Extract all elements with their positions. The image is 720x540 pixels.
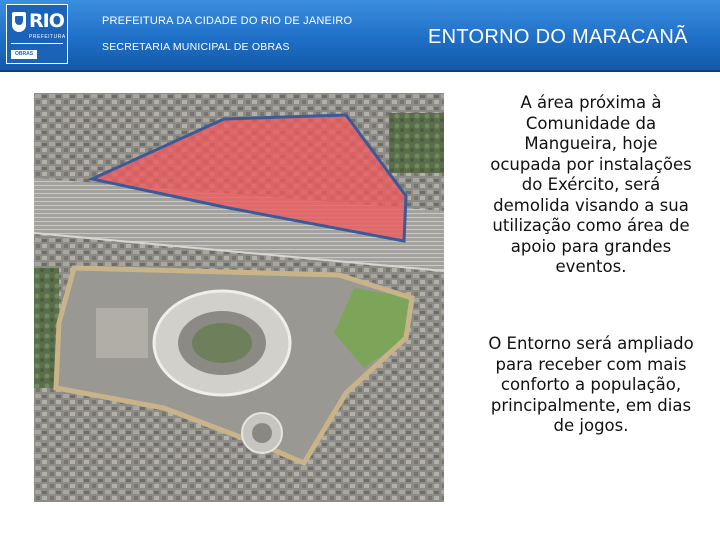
- description-paragraph-2: O Entorno será ampliado para receber com mais conforto a população, principalmente, em dias de jogos.: [488, 334, 694, 435]
- prefeitura-label: PREFEITURA DA CIDADE DO RIO DE JANEIRO: [102, 15, 353, 27]
- slide-title: ENTORNO DO MARACANÃ: [428, 26, 688, 48]
- logo-tag: OBRAS: [11, 50, 37, 59]
- description-paragraph-1: A área próxima à Comunidade da Mangueira, hoje ocupada por instalações do Exército, será demolida visando a sua utilização como área de apoio para grandes eventos.: [490, 93, 692, 276]
- city-crest-icon: [12, 12, 26, 32]
- aerial-map-image: [34, 93, 444, 502]
- logo-subtitle: PREFEITURA: [29, 34, 66, 40]
- secretaria-label: SECRETARIA MUNICIPAL DE OBRAS: [102, 41, 290, 53]
- logo-word: RIO: [29, 10, 64, 32]
- header-band: [0, 0, 720, 72]
- rio-prefeitura-logo[interactable]: [6, 4, 68, 64]
- logo-divider: [11, 43, 63, 44]
- aerial-map-drawing: [34, 93, 444, 502]
